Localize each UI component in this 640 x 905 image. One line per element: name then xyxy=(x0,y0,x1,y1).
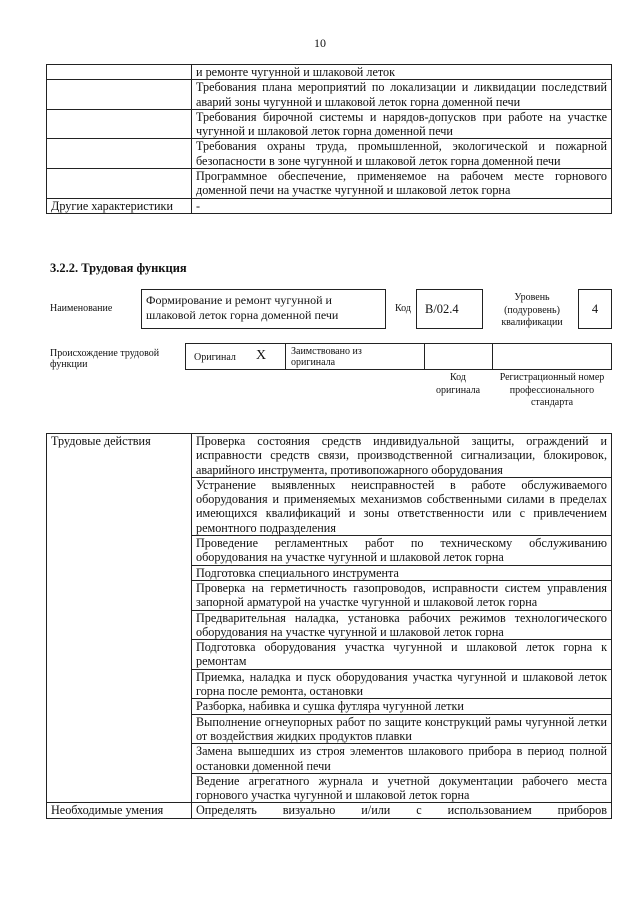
function-code: B/02.4 xyxy=(416,289,483,329)
table-row xyxy=(47,434,612,478)
row-label xyxy=(47,80,192,110)
reg-number-cell xyxy=(492,343,612,370)
borrowed-label: Заимствовано из оригинала xyxy=(291,346,362,368)
origin-label: Происхождение трудовой функции xyxy=(50,348,160,370)
original-code-cell xyxy=(424,343,493,370)
name-label: Наименование xyxy=(50,303,113,314)
skills-item: Определять визуально и/или с использованием приборов xyxy=(192,803,612,818)
actions-table xyxy=(46,433,612,819)
section-title: 3.2.2. Трудовая функция xyxy=(50,261,187,275)
original-cell xyxy=(185,343,286,370)
row-label xyxy=(47,109,192,139)
table-row xyxy=(47,139,612,169)
action-item: Проведение регламентных работ по техническому обслуживанию оборудования на участке чугунной и шлаковой леток горна xyxy=(192,536,612,566)
action-item: Проверка состояния средств индивидуальной защиты, ограждений и исправности средств связи, производственной сигнализации, блокировок, аварийного инструмента, противопожарного оборудования xyxy=(192,434,612,478)
function-name: Формирование и ремонт чугунной и шлаковой леток горна доменной печи xyxy=(141,289,386,329)
table-row xyxy=(47,198,612,213)
action-item: Разборка, набивка и сушка футляра чугунной летки xyxy=(192,699,612,714)
row-text: Требования плана мероприятий по локализации и ликвидации последствий аварий зоны чугунной и шлаковой леток горна доменной печи xyxy=(192,80,612,110)
row-text: и ремонте чугунной и шлаковой леток xyxy=(192,65,612,80)
table-row xyxy=(47,65,612,80)
action-item: Устранение выявленных неисправностей в работе обслуживаемого оборудования и применяемых механизмов собственными силами в пределах имеющихся квалификаций и зоны ответственности или с привлечением ремонтного подразделения xyxy=(192,477,612,535)
row-text: - xyxy=(192,198,612,213)
row-text: Требования охраны труда, промышленной, экологической и пожарной безопасности в зоне чугунной и шлаковой леток горна доменной печи xyxy=(192,139,612,169)
action-item: Предварительная наладка, установка рабочих режимов технологического оборудования на участке чугунной и шлаковой леток горна xyxy=(192,610,612,640)
action-item: Подготовка оборудования участка чугунной и шлаковой леток горна к ремонтам xyxy=(192,640,612,670)
original-label: Оригинал xyxy=(194,352,236,363)
code-label: Код xyxy=(395,303,411,314)
knowledge-table xyxy=(46,64,612,214)
row-label xyxy=(47,169,192,199)
table-row xyxy=(47,109,612,139)
code-caption: Код оригинала xyxy=(435,372,481,396)
reg-caption: Регистрационный номер профессионального стандарта xyxy=(499,372,605,408)
row-label xyxy=(47,65,192,80)
action-item: Ведение агрегатного журнала и учетной документации рабочего места горнового участка чугунной и шлаковой леток горна xyxy=(192,773,612,803)
table-row xyxy=(47,80,612,110)
table-row xyxy=(47,169,612,199)
action-item: Замена вышедших из строя элементов шлакового прибора в период полной остановки доменной печи xyxy=(192,744,612,774)
row-label: Другие характеристики xyxy=(47,198,192,213)
table-row xyxy=(47,803,612,818)
skills-label: Необходимые умения xyxy=(47,803,192,818)
row-label xyxy=(47,139,192,169)
actions-label: Трудовые действия xyxy=(47,434,192,803)
borrowed-cell xyxy=(285,343,425,370)
row-text: Требования бирочной системы и нарядов-допусков при работе на участке чугунной и шлаковой леток горна доменной печи xyxy=(192,109,612,139)
level-label: Уровень (подуровень) квалификации xyxy=(501,292,563,328)
action-item: Выполнение огнеупорных работ по защите конструкций рамы чугунной летки от воздействия жидких продуктов плавки xyxy=(192,714,612,744)
page-number: 10 xyxy=(314,36,326,50)
action-item: Проверка на герметичность газопроводов, исправности систем управления запорной арматурой на участке чугунной и шлаковой леток горна xyxy=(192,580,612,610)
function-level: 4 xyxy=(578,289,612,329)
row-text: Программное обеспечение, применяемое на рабочем месте горнового доменной печи на участке чугунной и шлаковой леток горна xyxy=(192,169,612,199)
original-mark: X xyxy=(256,348,267,363)
action-item: Подготовка специального инструмента xyxy=(192,565,612,580)
action-item: Приемка, наладка и пуск оборудования участка чугунной и шлаковой леток горна после ремонта, остановки xyxy=(192,669,612,699)
